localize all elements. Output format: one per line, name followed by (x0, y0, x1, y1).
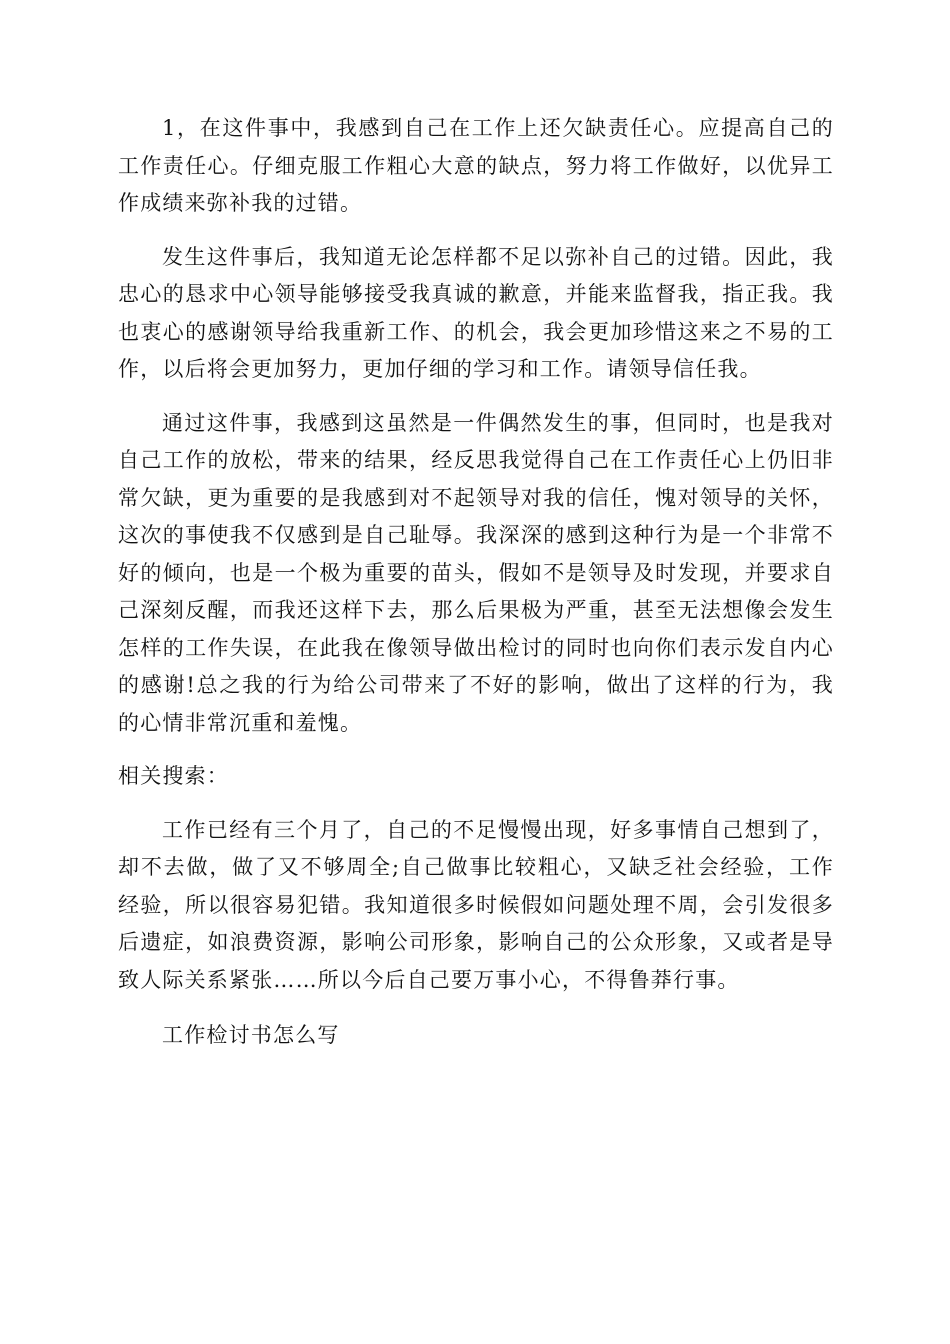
paragraph-self-reflection: 1，在这件事中，我感到自己在工作上还欠缺责任心。应提高自己的工作责任心。仔细克服工作粗心大意的缺点，努力将工作做好，以优异工作成绩来弥补我的过错。 (118, 116, 834, 215)
paragraph-apology: 发生这件事后，我知道无论怎样都不足以弥补自己的过错。因此，我忠心的恳求中心领导能够接受我真诚的歉意，并能来监督我，指正我。我也衷心的感谢领导给我重新工作、的机会，我会更加珍惜这来之不易的工作，以后将会更加努力，更加仔细的学习和工作。请领导信任我。 (118, 244, 834, 381)
paragraph-work-summary: 工作已经有三个月了，自己的不足慢慢出现，好多事情自己想到了，却不去做，做了又不够周全;自己做事比较粗心，又缺乏社会经验，工作经验，所以很容易犯错。我知道很多时候假如问题处理不周，会引发很多后遗症，如浪费资源，影响公司形象，影响自己的公众形象，又或者是导致人际关系紧张……所以今后自己要万事小心，不得鲁莽行事。 (118, 817, 834, 992)
document-body (118, 110, 834, 1071)
related-search-link[interactable]: 工作检讨书怎么写 (162, 1023, 340, 1047)
related-searches-heading: 相关搜索： (118, 764, 229, 788)
paragraph-consequences: 通过这件事，我感到这虽然是一件偶然发生的事，但同时，也是我对自己工作的放松，带来的结果，经反思我觉得自己在工作责任心上仍旧非常欠缺，更为重要的是我感到对不起领导对我的信任，愧对领导的关怀，这次的事使我不仅感到是自己耻辱。我深深的感到这种行为是一个非常不好的倾向，也是一个极为重要的苗头，假如不是领导及时发现，并要求自己深刻反醒，而我还这样下去，那么后果极为严重，甚至无法想像会发生怎样的工作失误，在此我在像领导做出检讨的同时也向你们表示发自内心的感谢!总之我的行为给公司带来了不好的影响，做出了这样的行为，我的心情非常沉重和羞愧。 (118, 410, 834, 735)
